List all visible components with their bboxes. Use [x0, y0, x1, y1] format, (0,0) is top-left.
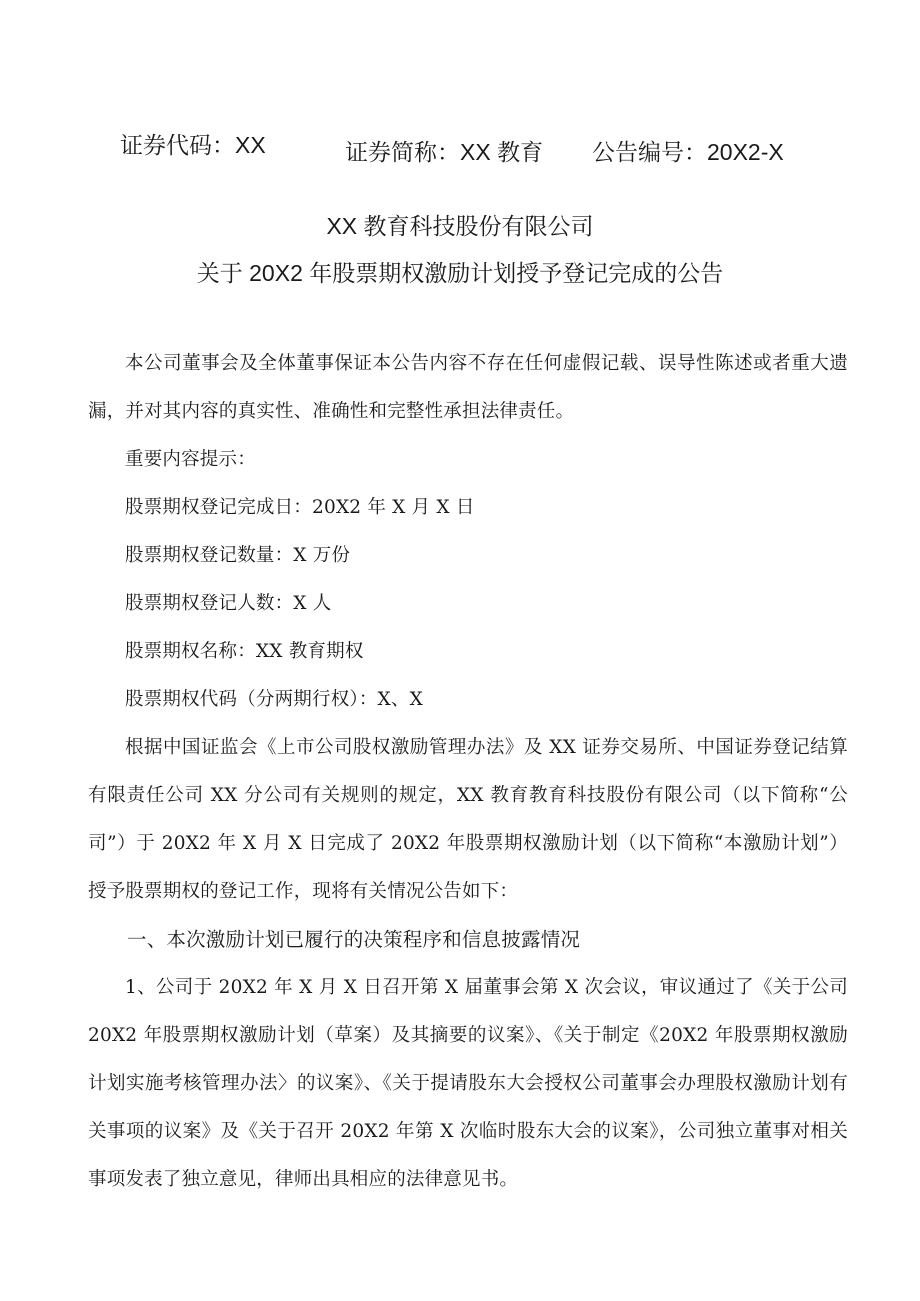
section-paragraph: 1、公司于 20X2 年 X 月 X 日召开第 X 届董事会第 X 次会议，审议通过了《关于公司 20X2 年股票期权激励计划（草案）及其摘要的议案》、《关于制定《20X2 年股票期权激励计划实施考核管理办法〉的议案》、《关于提请股东大会授权公司董事会办理股权激励计划有关事项的议案》及《关于召开 20X2 年第 X 次临时股东大会的议案》，公司独立董事对相关事项发表了独立意见，律师出具相应的法律意见书。	[88, 977, 848, 1190]
key-info-item: 股票期权代码（分两期行权）：X、X	[125, 689, 423, 710]
key-info-item: 股票期权名称：XX 教育期权	[125, 641, 364, 662]
announcement-title: 关于 20X2 年股票期权激励计划授予登记完成的公告	[196, 260, 724, 286]
key-info-heading: 重要内容提示：	[125, 449, 256, 470]
announcement-number: 公告编号：20X2-X	[592, 139, 784, 165]
announcement-body	[88, 340, 848, 1204]
key-info-item: 股票期权登记人数：X 人	[125, 593, 332, 614]
intro-paragraph: 根据中国证监会《上市公司股权激励管理办法》及 XX 证券交易所、中国证券登记结算有限责任公司 XX 分公司有关规则的规定，XX 教育教育科技股份有限公司（以下简称“公司”）于 20X2 年 X 月 X 日完成了 20X2 年股票期权激励计划（以下简称“本激励计划”）授予股票期权的登记工作，现将有关情况公告如下：	[88, 737, 848, 902]
disclaimer-paragraph: 本公司董事会及全体董事保证本公告内容不存在任何虚假记载、误导性陈述或者重大遗漏，并对其内容的真实性、准确性和完整性承担法律责任。	[88, 353, 848, 422]
key-info-item: 股票期权登记完成日：20X2 年 X 月 X 日	[125, 497, 475, 518]
key-info-item: 股票期权登记数量：X 万份	[125, 545, 351, 566]
stock-code: 证券代码：XX	[120, 132, 266, 158]
stock-abbreviation: 证券简称：XX 教育	[345, 139, 544, 165]
section-heading: 一、本次激励计划已履行的决策程序和信息披露情况	[127, 929, 581, 951]
company-name: XX 教育科技股份有限公司	[326, 213, 594, 239]
